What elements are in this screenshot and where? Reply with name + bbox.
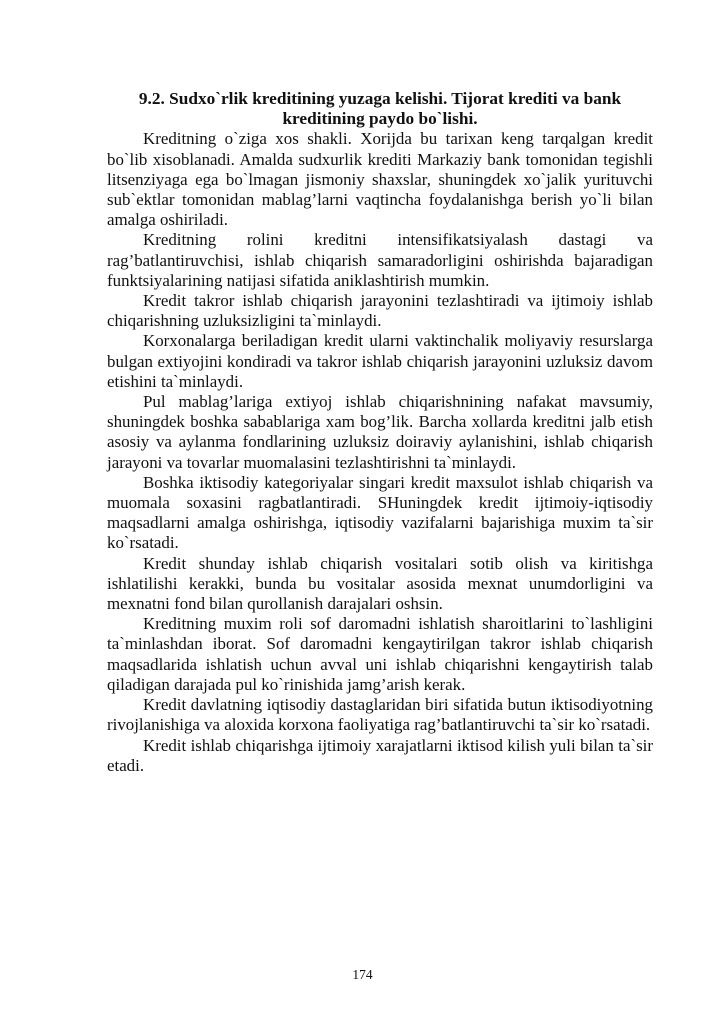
section-heading-line-2: kreditining paydo bo`lishi. <box>282 109 478 129</box>
paragraph: Kreditning rolini kreditni intensifikatsiyalash dastagi va rag’batlantiruvchisi, ishlab chiqarish samaradorligini oshirishda bajaradigan funktsiyalarining natijasi sifatida aniklashtirish mumkin. <box>107 230 653 290</box>
paragraph: Kredit shunday ishlab chiqarish vositalari sotib olish va kiritishga ishlatilishi kerakki, bunda bu vositalar asosida mexnat unumdorligini va mexnatni fond bilan qurollanish darajalari oshsin. <box>107 553 653 614</box>
paragraph: Kredit davlatning iqtisodiy dastaglaridan biri sifatida butun iktisodiyotning rivojlanishiga va aloxida korxona faoliyatiga rag’batlantiruvchi ta`sir ko`rsatadi. <box>107 695 653 735</box>
paragraph: Kredit takror ishlab chiqarish jarayonini tezlashtiradi va ijtimoiy ishlab chiqarishning uzluksizligini ta`minlaydi. <box>107 291 653 331</box>
page-number: 174 <box>352 967 373 982</box>
paragraph: Pul mablag’lariga extiyoj ishlab chiqarishnining nafakat mavsumiy, shuningdek boshka sabablariga xam bog’lik. Barcha xollarda kreditni jalb etish asosiy va aylanma fondlarining uzluksiz doiraviy aylanishini, ishlab chiqarish jarayoni va tovarlar muomalasini tezlashtirishni ta`minlaydi. <box>107 392 653 472</box>
page-content <box>107 89 653 776</box>
paragraph: Kreditning o`ziga xos shakli. Xorijda bu tarixan keng tarqalgan kredit bo`lib xisoblanadi. Amalda sudxurlik krediti Markaziy bank tomonidan tegishli litsenziyaga ega bo`lmagan jismoniy shaxslar, shuningdek xo`jalik yurituvchi sub`ektlar tomonidan mablag’larni vaqtincha foydalanishga berish yo`li bilan amalga oshiriladi. <box>107 129 653 230</box>
section-heading <box>107 89 653 129</box>
paragraph: Kreditning muxim roli sof daromadni ishlatish sharoitlarini to`lashligini ta`minlashdan iborat. Sof daromadni kengaytirilgan takror ishlab chiqarish maqsadlarida ishlatish uchun avval uni ishlab chiqarishni kengaytirish talab qiladigan darajada pul ko`rinishida jamg’arish kerak. <box>107 614 653 694</box>
paragraph: Boshka iktisodiy kategoriyalar singari kredit maxsulot ishlab chiqarish va muomala soxasini ragbatlantiradi. SHuningdek kredit ijtimoiy-iqtisodiy maqsadlarni amalga oshirishga, iqtisodiy vazifalarni bajarishiga muxim ta`sir ko`rsatadi. <box>107 472 653 553</box>
paragraph: Korxonalarga beriladigan kredit ularni vaktinchalik moliyaviy resurslarga bulgan extiyojini kondiradi va takror ishlab chiqarish jarayonini uzluksiz davom etishini ta`minlaydi. <box>107 331 653 391</box>
section-heading-line-1: 9.2. Sudxo`rlik kreditining yuzaga kelishi. Tijorat krediti va bank <box>138 89 622 108</box>
paragraph: Kredit ishlab chiqarishga ijtimoiy xarajatlarni iktisod kilish yuli bilan ta`sir etadi. <box>107 735 653 775</box>
